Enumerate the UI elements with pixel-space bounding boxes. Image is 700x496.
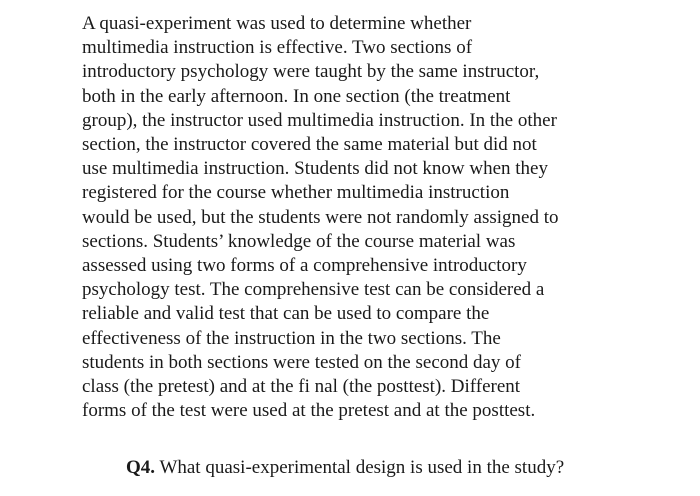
passage-line: students in both sections were tested on the second day of — [82, 351, 522, 373]
passage-line: multimedia instruction is effective. Two sections of — [82, 37, 473, 59]
passage-line: both in the early afternoon. In one section (the treatment — [82, 85, 511, 107]
passage-line: sections. Students’ knowledge of the course material was — [82, 230, 516, 252]
question-q4 — [126, 456, 564, 480]
passage-line: registered for the course whether multimedia instruction — [82, 182, 510, 204]
passage-line: group), the instructor used multimedia instruction. In the other — [82, 109, 557, 131]
question-text: What quasi-experimental design is used in the study? — [155, 457, 565, 478]
passage-line: introductory psychology were taught by the same instructor, — [82, 61, 540, 83]
passage-line: section, the instructor covered the same material but did not — [82, 134, 537, 156]
passage-line: A quasi-experiment was used to determine whether — [82, 13, 472, 34]
passage-line: psychology test. The comprehensive test can be considered a — [82, 279, 545, 301]
question-label: Q4. — [126, 457, 156, 478]
passage-line: reliable and valid test that can be used to compare the — [82, 303, 490, 325]
passage-line: would be used, but the students were not randomly assigned to — [82, 206, 559, 228]
passage-line: forms of the test were used at the pretest and at the posttest. — [82, 400, 536, 422]
passage-line: class (the pretest) and at the fi nal (the posttest). Different — [82, 376, 521, 398]
passage-line: effectiveness of the instruction in the two sections. The — [82, 327, 501, 349]
passage-text — [82, 12, 642, 423]
passage-line: assessed using two forms of a comprehensive introductory — [82, 255, 527, 277]
passage-line: use multimedia instruction. Students did not know when they — [82, 158, 548, 180]
